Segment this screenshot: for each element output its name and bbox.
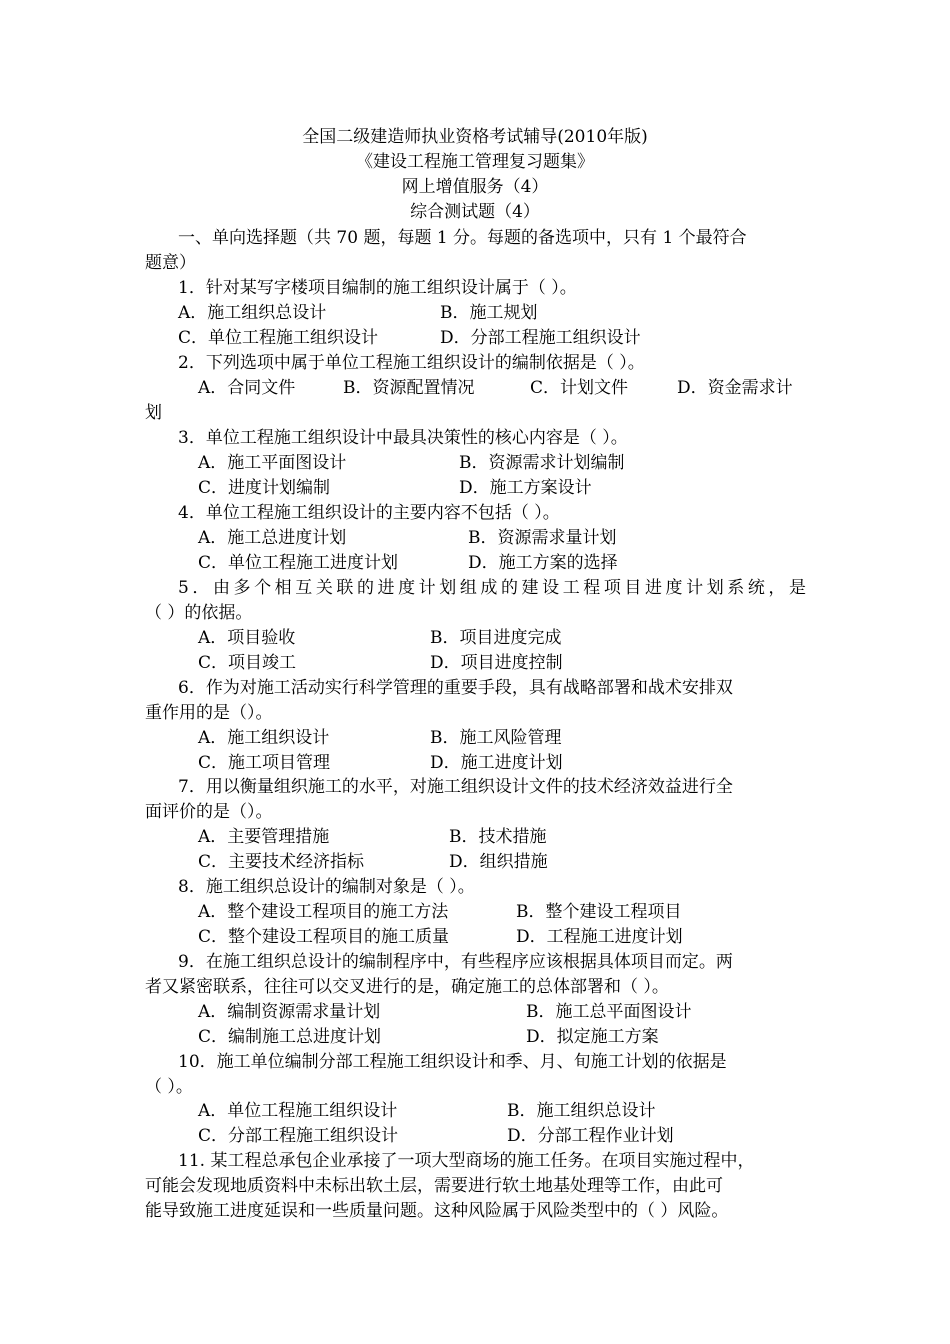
question-stem: 3．单位工程施工组织设计中最具决策性的核心内容是（ ）。 [178,428,628,448]
doc-title-line3: 网上增值服务（4） [401,177,549,197]
option-a: A．单位工程施工组织设计 [198,1101,398,1121]
option-d-wrap: 划 [145,403,162,423]
section-heading-cont: 题意） [145,253,196,273]
option-d: D．施工方案的选择 [468,553,618,573]
option-a: A．合同文件 [198,378,296,398]
option-d: D．工程施工进度计划 [516,927,683,947]
option-a: A．施工平面图设计 [198,453,347,473]
question-stem: 9．在施工组织总设计的编制程序中，有些程序应该根据具体项目而定。两 [178,952,733,972]
question-stem: 11. 某工程总承包企业承接了一项大型商场的施工任务。在项目实施过程中， [178,1151,755,1171]
option-d: D．施工进度计划 [430,753,563,773]
option-c: C．单位工程施工组织设计 [178,328,379,348]
question-stem-cont: 能导致施工进度延误和一些质量问题。这种风险属于风险类型中的（ ）风险。 [145,1201,729,1221]
option-b: B．施工总平面图设计 [526,1002,692,1022]
option-b: B．施工风险管理 [430,728,562,748]
option-b: B．整个建设工程项目 [516,902,682,922]
option-a: A．施工组织总设计 [178,303,327,323]
question-stem-cont: 面评价的是（）。 [145,802,273,822]
question-stem: 10．施工单位编制分部工程施工组织设计和季、月、旬施工计划的依据是 [178,1052,727,1072]
question-stem: 4．单位工程施工组织设计的主要内容不包括（ ）。 [178,503,560,523]
question-stem: 8．施工组织总设计的编制对象是（ ）。 [178,877,475,897]
option-c: C．计划文件 [530,378,629,398]
option-a: A．项目验收 [198,628,296,648]
question-stem: 6．作为对施工活动实行科学管理的重要手段，具有战略部署和战术安排双 [178,678,733,698]
doc-title-line2: 《建设工程施工管理复习题集》 [356,152,594,172]
option-d: D．项目进度控制 [430,653,563,673]
option-b: B．资源需求量计划 [468,528,617,548]
option-d: D．分部工程作业计划 [507,1126,674,1146]
option-b: B．施工组织总设计 [507,1101,656,1121]
question-stem-cont: （ ）。 [145,1077,193,1097]
option-d: D．拟定施工方案 [526,1027,659,1047]
question-stem: 7．用以衡量组织施工的水平，对施工组织设计文件的技术经济效益进行全 [178,777,733,797]
option-b: B．资源配置情况 [343,378,475,398]
option-c: C．分部工程施工组织设计 [198,1126,399,1146]
option-d: D．分部工程施工组织设计 [440,328,641,348]
option-c: C．主要技术经济指标 [198,852,365,872]
option-a: A．主要管理措施 [198,827,330,847]
option-c: C．进度计划编制 [198,478,331,498]
option-c: C．单位工程施工进度计划 [198,553,399,573]
question-stem: 2．下列选项中属于单位工程施工组织设计的编制依据是（ ）。 [178,353,645,373]
question-stem-cont: 可能会发现地质资料中未标出软土层，需要进行软土地基处理等工作，由此可 [145,1176,723,1196]
option-b: B．资源需求计划编制 [459,453,625,473]
option-b: B．施工规划 [440,303,538,323]
option-a: A．施工总进度计划 [198,528,347,548]
option-a: A．整个建设工程项目的施工方法 [198,902,449,922]
option-c: C．整个建设工程项目的施工质量 [198,927,450,947]
doc-title-line1: 全国二级建造师执业资格考试辅导(2010年版) [302,127,648,147]
option-b: B．项目进度完成 [430,628,562,648]
question-stem: 1．针对某写字楼项目编制的施工组织设计属于（ ）。 [178,278,577,298]
option-a: A．施工组织设计 [198,728,330,748]
option-c: C．项目竣工 [198,653,297,673]
question-stem-cont: 者又紧密联系，往往可以交叉进行的是，确定施工的总体部署和（ ）。 [145,977,669,997]
question-stem: 5．由多个相互关联的进度计划组成的建设工程项目进度计划系统，是 [178,578,806,598]
doc-title-line4: 综合测试题（4） [410,202,540,222]
option-a: A．编制资源需求量计划 [198,1002,381,1022]
question-stem-cont: （ ）的依据。 [145,603,253,623]
question-stem-cont: 重作用的是（）。 [145,703,273,723]
section-heading: 一、单向选择题（共 70 题，每题 1 分。每题的备选项中，只有 1 个最符合 [178,228,747,248]
option-b: B．技术措施 [449,827,547,847]
option-c: C．编制施工总进度计划 [198,1027,382,1047]
option-d: D．资金需求计 [677,378,793,398]
option-d: D．施工方案设计 [459,478,592,498]
option-d: D．组织措施 [449,852,548,872]
option-c: C．施工项目管理 [198,753,331,773]
